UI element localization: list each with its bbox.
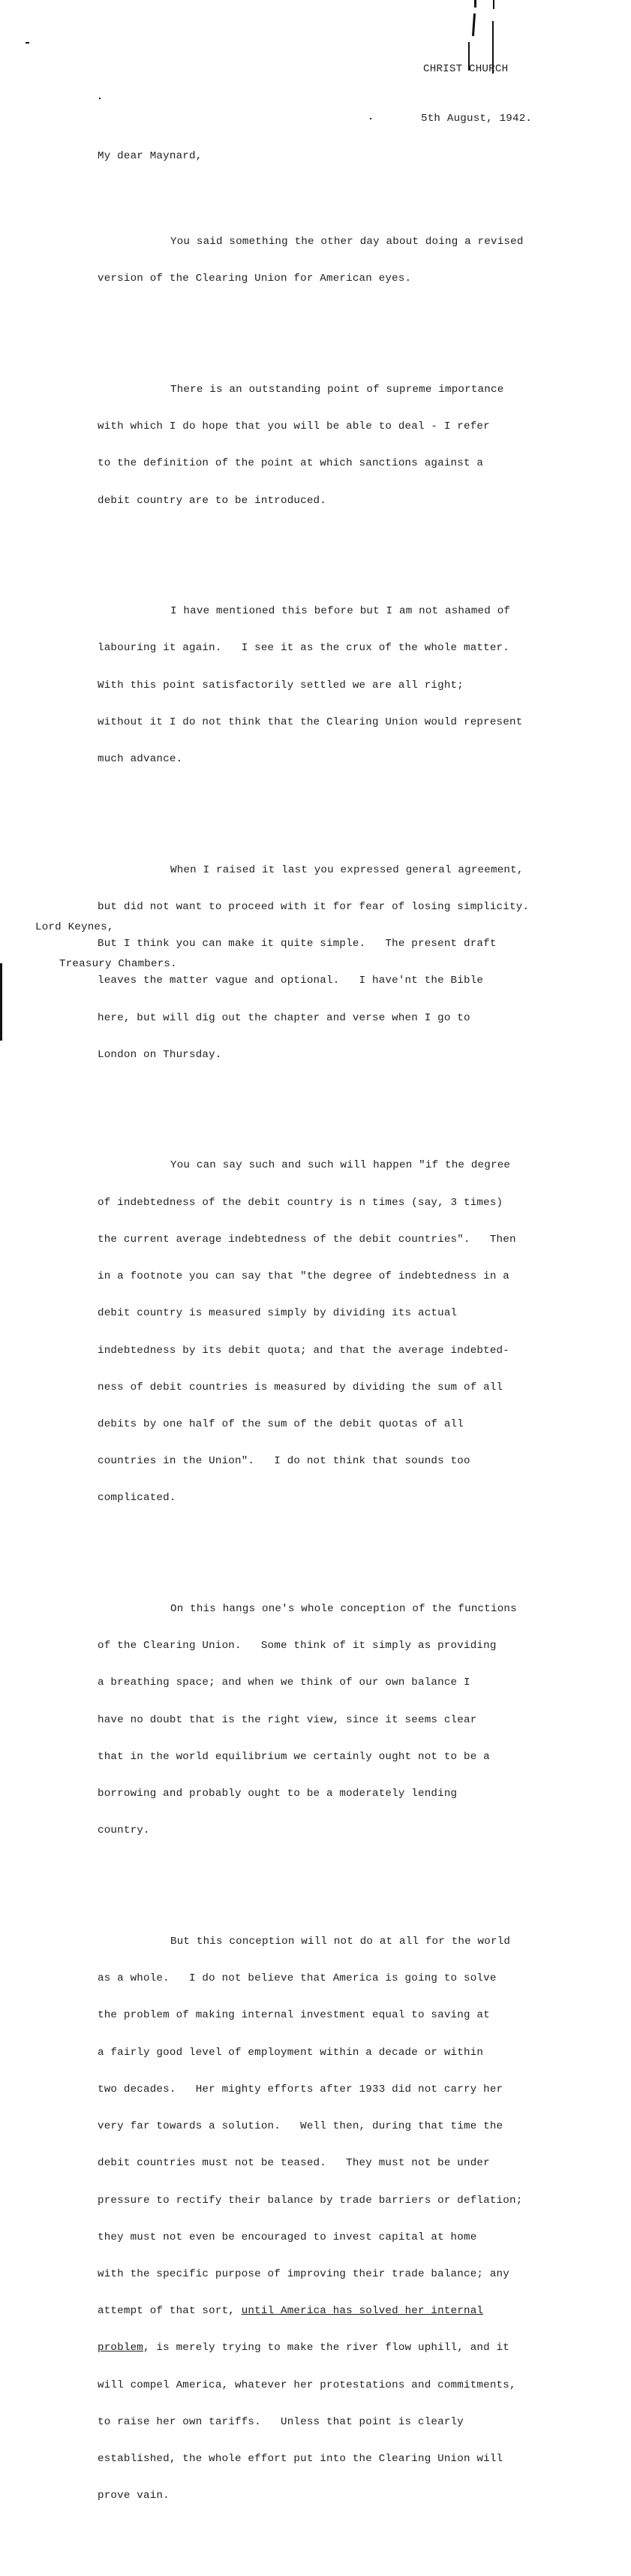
text-line: indebtedness by its debit quota; and that the average indebted- (98, 1344, 509, 1357)
text-line: two decades. Her mighty efforts after 1933 did not carry her (98, 2083, 503, 2095)
text-line: pressure to rectify their balance by trade barriers or deflation; (98, 2194, 523, 2207)
scan-speck (99, 98, 101, 99)
text-line (98, 2305, 608, 2317)
text-line: that in the world equilibrium we certainly ought not to be a (98, 1750, 490, 1763)
paragraph (98, 359, 608, 532)
text-line: without it I do not think that the Clearing Union would represent (98, 716, 523, 728)
text-line: have no doubt that is the right view, since it seems clear (98, 1713, 477, 1726)
text-line: very far towards a solution. Well then, during that time the (98, 2120, 503, 2133)
addressee-place: Treasury Chambers. (59, 958, 177, 971)
underlined-phrase: problem (98, 2342, 143, 2355)
addressee-block (35, 896, 177, 995)
text-line: London on Thursday. (98, 1048, 222, 1061)
text-line: will compel America, whatever her protestations and commitments, (98, 2379, 516, 2391)
text-line: When I raised it last you expressed general agreement, (170, 863, 524, 876)
text-line: You can say such and such will happen "if the degree (170, 1159, 511, 1172)
text-fragment: attempt of that sort, (98, 2305, 242, 2318)
text-line: established, the whole effort put into the Clearing Union will (98, 2453, 503, 2466)
text-line: debits by one half of the sum of the debit quotas of all (98, 1418, 464, 1430)
text-line: You said something the other day about doing a revised (170, 236, 524, 249)
text-line: borrowing and probably ought to be a moderately lending (98, 1788, 458, 1800)
underlined-phrase: until America has solved her internal (241, 2305, 484, 2318)
text-line: a fairly good level of employment within a decade or within (98, 2046, 484, 2059)
text-line: of indebtedness of the debit country is n times (say, 3 times) (98, 1196, 503, 1209)
text-line: labouring it again. I see it as the crux of the whole matter. (98, 642, 509, 655)
text-line: the problem of making internal investment equal to saving at (98, 2009, 490, 2022)
scan-speck (26, 42, 29, 44)
text-line: complicated. (98, 1492, 176, 1505)
text-line: On this hangs one's whole conception of the functions (170, 1603, 517, 1616)
text-line: ness of debit countries is measured by dividing the sum of all (98, 1381, 503, 1393)
text-line: the current average indebtedness of the debit countries". Then (98, 1233, 516, 1246)
addressee-name: Lord Keynes, (35, 920, 114, 933)
ink-stroke (472, 14, 476, 36)
text-line: a breathing space; and when we think of our own balance I (98, 1677, 470, 1689)
text-line: with the specific purpose of improving their trade balance; any (98, 2267, 509, 2280)
paragraph (98, 1578, 608, 1861)
text-line: leaves the matter vague and optional. I have'nt the Bible (98, 975, 484, 987)
text-line: of the Clearing Union. Some think of it simply as providing (98, 1640, 497, 1653)
salutation: My dear Maynard, (98, 150, 203, 162)
text-line: as a whole. I do not believe that America is going to solve (98, 1972, 497, 1985)
text-line: but did not want to proceed with it for fear of losing simplicity. (98, 900, 530, 913)
paragraph (98, 1135, 608, 1529)
text-line: much advance. (98, 753, 183, 766)
text-line: But this conception will not do at all for the world (170, 1936, 511, 1948)
text-line: in a footnote you can say that "the degree of indebtedness in a (98, 1270, 509, 1283)
text-fragment: , is merely trying to make the river flow uphill, and it (143, 2342, 509, 2355)
text-line (98, 2342, 608, 2354)
scan-speck (370, 118, 371, 119)
text-line: debit countries must not be teased. They must not be under (98, 2157, 490, 2170)
paragraph (98, 1911, 608, 2526)
paragraph (98, 580, 608, 790)
text-line: they must not even be encouraged to invest capital at home (98, 2231, 477, 2243)
scan-edge-mark (0, 963, 2, 1041)
text-line: to the definition of the point at which sanctions against a (98, 457, 484, 470)
text-line: prove vain. (98, 2490, 170, 2502)
text-line: country. (98, 1824, 150, 1837)
letter-body (98, 174, 608, 2576)
text-line: But I think you can make it quite simple. The present draft (98, 938, 497, 951)
text-line: debit country is measured simply by dividing its actual (98, 1307, 458, 1320)
letter-date: 5th August, 1942. (421, 113, 533, 125)
text-line: countries in the Union". I do not think that sounds too (98, 1455, 470, 1468)
text-line: to raise her own tariffs. Unless that point is clearly (98, 2415, 464, 2428)
paragraph (98, 211, 608, 309)
text-line: debit country are to be introduced. (98, 494, 326, 507)
letterhead: CHRIST CHURCH (423, 63, 509, 75)
text-line: version of the Clearing Union for American eyes. (98, 273, 412, 285)
text-line: With this point satisfactorily settled we are all right; (98, 679, 464, 691)
text-line: There is an outstanding point of supreme importance (170, 383, 504, 396)
text-line: here, but will dig out the chapter and verse when I go to (98, 1011, 470, 1024)
text-line: I have mentioned this before but I am not ashamed of (170, 605, 511, 618)
ink-stroke (493, 0, 494, 9)
text-line: with which I do hope that you will be able to deal - I refer (98, 420, 490, 433)
ink-stroke (474, 0, 476, 8)
